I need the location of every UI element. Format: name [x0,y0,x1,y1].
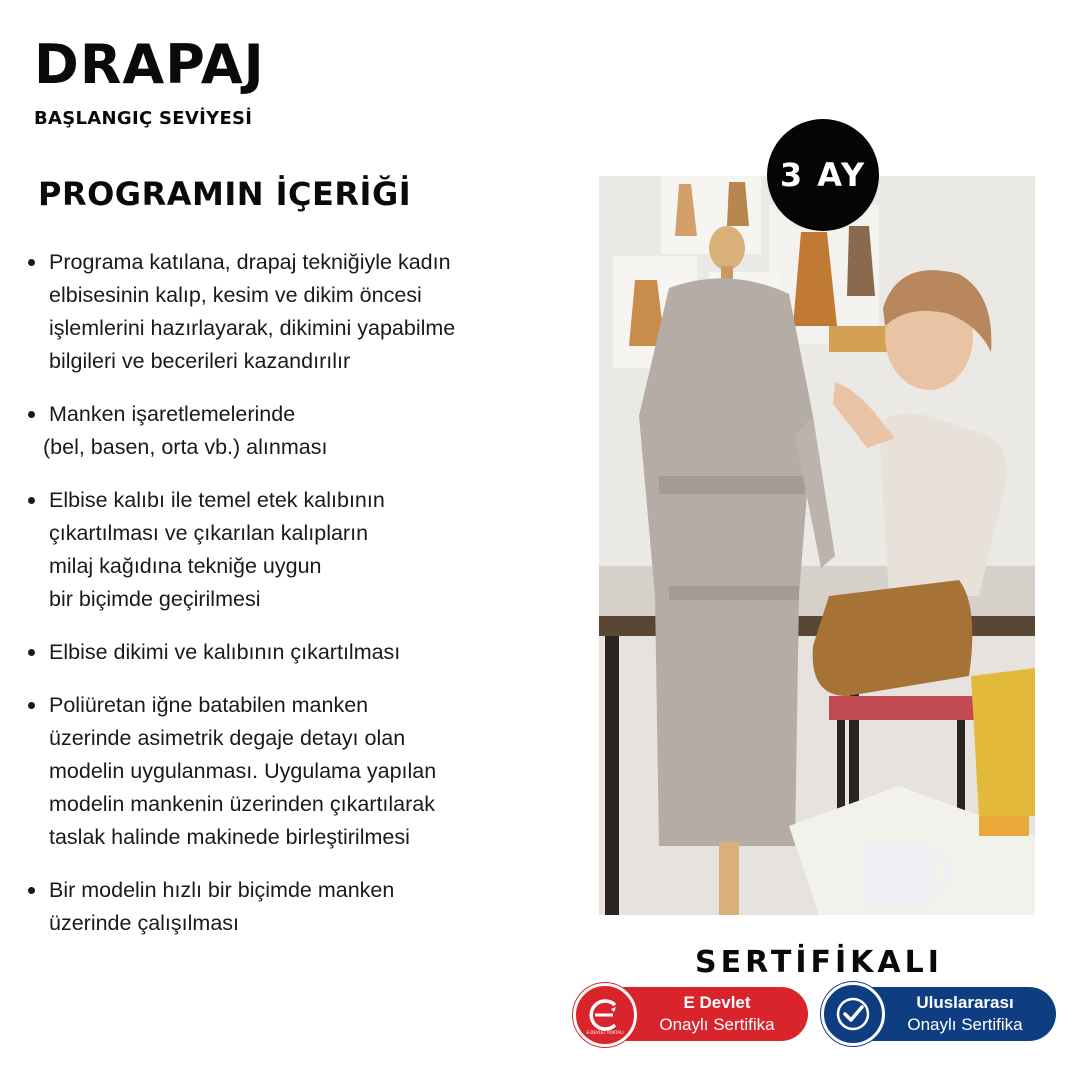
international-line1: Uluslararası [916,993,1014,1012]
list-item-line: Manken işaretlemelerinde [49,402,296,426]
list-item-line: taslak halinde makinede birleştirilmesi [49,825,410,849]
list-item [28,874,528,940]
e-devlet-logo-icon [573,983,637,1047]
program-content-list [28,246,528,960]
photo-illustration [599,176,1035,915]
certification-title: SERTİFİKALI [695,945,943,980]
list-item-line: Bir modelin hızlı bir biçimde manken [49,878,395,902]
section-title: PROGRAMIN İÇERİĞİ [38,175,412,213]
duration-badge: 3 AY [767,119,879,231]
list-item-line: Elbise kalıbı ile temel etek kalıbının [49,488,385,512]
list-item-line: (bel, basen, orta vb.) alınması [43,435,328,459]
list-item-line: üzerinde asimetrik degaje detayı olan [49,726,406,750]
list-item-line: işlemlerini hazırlayarak, dikimini yapabilme [49,316,456,340]
checkmark-icon-graphic [833,994,873,1034]
checkmark-icon [821,982,885,1046]
list-item [28,484,528,616]
list-item-line: modelin uygulanması. Uygulama yapılan [49,759,437,783]
list-item-line: bir biçimde geçirilmesi [49,587,261,611]
list-item-line: bilgileri ve becerileri kazandırılır [49,349,351,373]
list-item [28,246,528,378]
workshop-photo [599,176,1035,915]
list-item-line: modelin mankenin üzerinden çıkartılarak [49,792,436,816]
international-line2: Onaylı Sertifika [907,1015,1023,1034]
edevlet-line2: Onaylı Sertifika [659,1015,775,1034]
list-item-line: üzerinde çalışılması [49,911,239,935]
page-title: DRAPAJ [34,33,265,96]
list-item-line: Elbise dikimi ve kalıbının çıkartılması [49,640,401,664]
level-subtitle: BAŞLANGIÇ SEVİYESİ [34,108,253,129]
list-item [28,636,528,669]
list-item-line: elbisesinin kalıp, kesim ve dikim öncesi [49,283,422,307]
list-item [28,689,528,854]
edevlet-line1: E Devlet [683,993,751,1012]
e-devlet-logo-icon-graphic [585,995,625,1035]
list-item [28,398,528,464]
list-item-line: Poliüretan iğne batabilen manken [49,693,369,717]
seal-caption: E-DEVLET PORTALI [586,1030,624,1035]
list-item-line: Programa katılana, drapaj tekniğiyle kadın [49,250,451,274]
list-item-line: çıkartılması ve çıkarılan kalıpların [49,521,369,545]
list-item-line: milaj kağıdına tekniğe uygun [49,554,322,578]
